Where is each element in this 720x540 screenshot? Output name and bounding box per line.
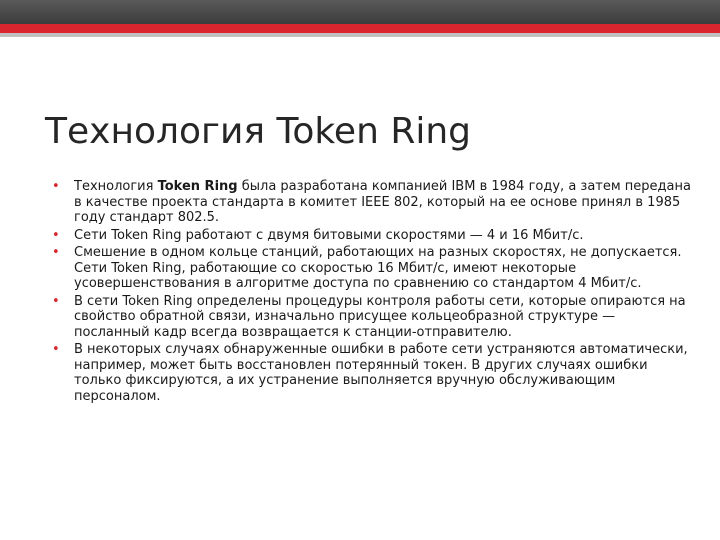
bullet-item-1	[52, 179, 692, 226]
bullet-list	[52, 179, 692, 406]
bullet-term-token-ring: Token Ring	[157, 179, 238, 194]
bullet-text-prefix: Технология	[74, 179, 158, 194]
header-band-gray	[0, 33, 720, 37]
bullet-text: В некоторых случаях обнаруженные ошибки в работе сети устраняются автоматически, например, может быть восстановлен потерянный токен. В других случаях ошибки только фиксируются, а их устранение выполняется вручную обслуживающим персоналом.	[74, 342, 688, 404]
bullet-icon: •	[52, 342, 60, 357]
bullet-text: В сети Token Ring определены процедуры контроля работы сети, которые опираются на свойство обратной связи, изначально присущее кольцеобразной структуре — посланный кадр всегда возвращается к станции-отправителю.	[74, 293, 686, 340]
bullet-item-5	[52, 342, 692, 404]
bullet-item-3	[52, 245, 692, 292]
bullet-item-4	[52, 294, 692, 341]
bullet-text: Сети Token Ring работают с двумя битовыми скоростями — 4 и 16 Мбит/с.	[74, 227, 584, 243]
bullet-item-2	[52, 228, 692, 244]
slide-title: Технология Token Ring	[45, 111, 472, 152]
bullet-text: была разработана компанией IBM в 1984 году, а затем передана в качестве проекта стандарта в комитет IEEE 802, который на ее основе принял в 1985 году стандарт 802.5.	[74, 179, 691, 225]
bullet-icon: •	[52, 227, 60, 243]
bullet-text: Смешение в одном кольце станций, работающих на разных скоростях, не допускается. Сети Token Ring, работающие со скоростью 16 Мбит/с, имеют некоторые усовершенствования в алгоритме доступа по сравнению со стандартом 4 Мбит/с.	[74, 245, 682, 291]
bullet-icon: •	[52, 293, 60, 309]
header-band-dark	[0, 0, 720, 24]
bullet-icon: •	[52, 179, 60, 194]
header-band-red	[0, 24, 720, 33]
bullet-icon: •	[52, 245, 60, 260]
